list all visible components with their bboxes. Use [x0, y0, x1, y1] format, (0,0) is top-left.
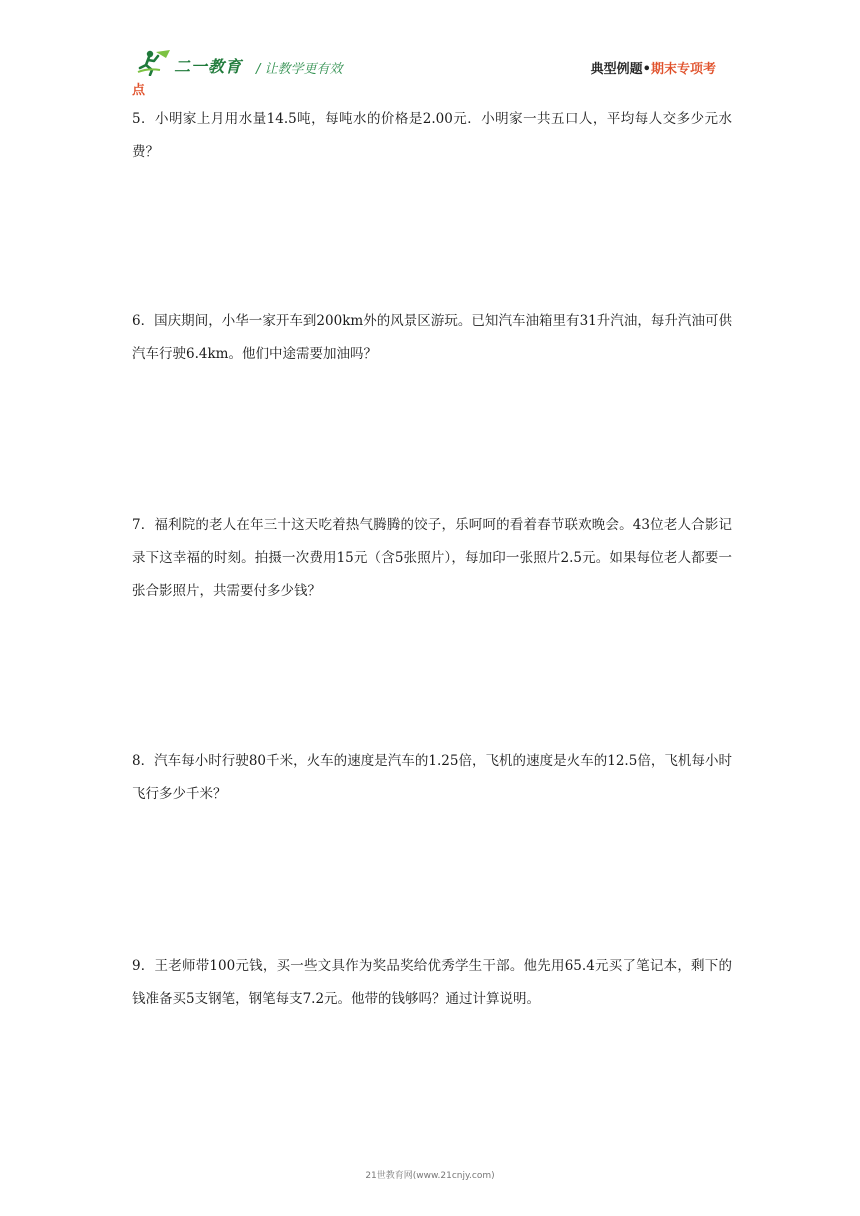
question-9: 9．王老师带100元钱，买一些文具作为奖品奖给优秀学生干部。他先用65.4元买了笔记本，剩下的钱准备买5支钢笔，钢笔每支7.2元。他带的钱够吗？通过计算说明。: [132, 958, 732, 1007]
question-7: 7．福利院的老人在年三十这天吃着热气腾腾的饺子，乐呵呵的看着春节联欢晚会。43位老人合影记录下这幸福的时刻。拍摄一次费用15元（含5张照片），每加印一张照片2.5元。如果每位老人都要一张合影照片，共需要付多少钱？: [132, 517, 732, 599]
header-category: [591, 58, 716, 77]
question-5: 5．小明家上月用水量14.5吨，每吨水的价格是2.00元．小明家一共五口人，平均每人交多少元水费？: [132, 111, 732, 160]
slogan: / 让教学更有效: [256, 62, 343, 77]
question-6: 6．国庆期间，小华一家开车到200km外的风景区游玩。已知汽车油箱里有31升汽油，每升汽油可供汽车行驶6.4km。他们中途需要加油吗？: [132, 313, 732, 362]
question-8: 8．汽车每小时行驶80千米，火车的速度是汽车的1.25倍，飞机的速度是火车的12.5倍，飞机每小时飞行多少千米？: [132, 753, 732, 802]
page-header: [132, 46, 732, 98]
page-footer: 21世教育网(www.21cnjy.com): [365, 1171, 495, 1181]
header-category-wrap: 点: [132, 83, 146, 98]
header-category-accent: 期末专项考: [650, 62, 716, 77]
running-figure-logo-icon: [136, 48, 172, 76]
header-category-prefix: 典型例题•: [590, 62, 651, 77]
brand-name: 二一教育: [174, 57, 243, 76]
